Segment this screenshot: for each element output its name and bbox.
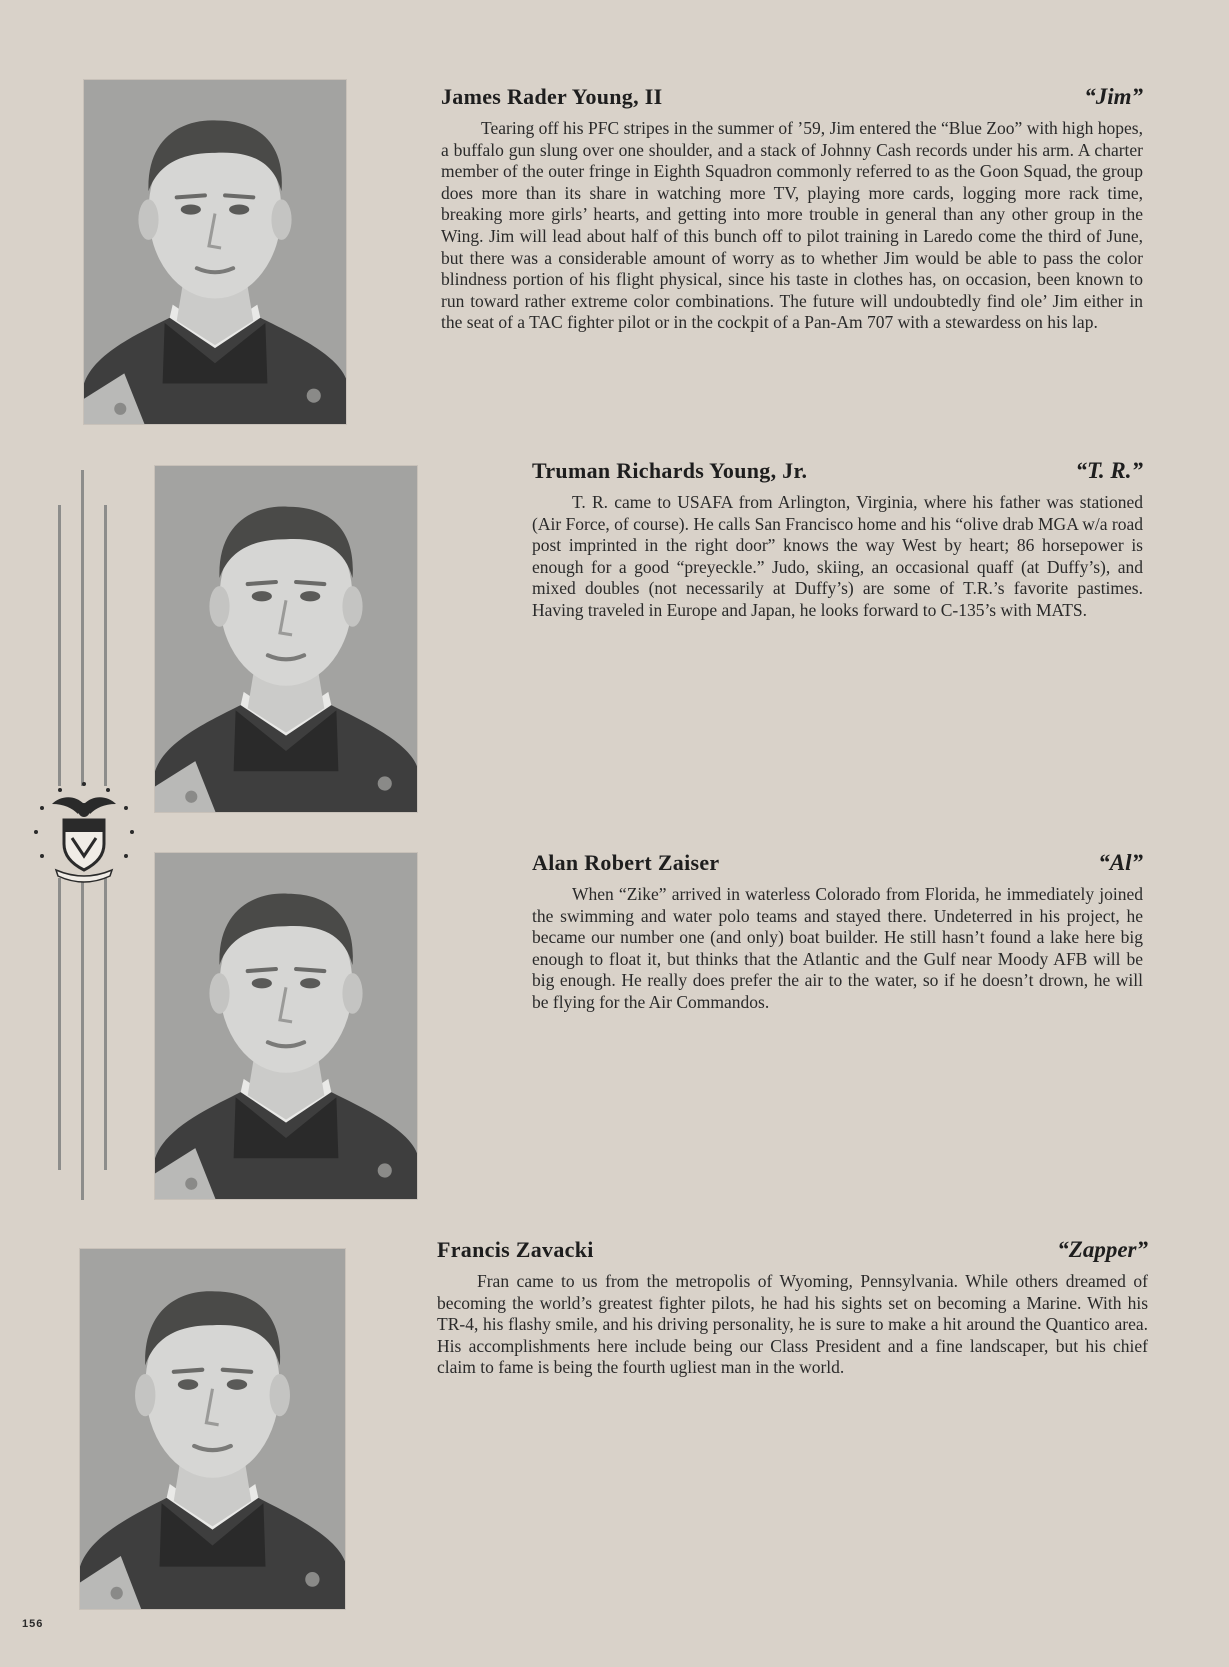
- cadet-portrait-icon: [80, 1249, 345, 1609]
- cadet-bio: Fran came to us from the metropolis of Wyoming, Pennsylvania. While others dreamed of becoming the world’s greatest fighter pilots, he had his sights set on becoming a Marine. With his TR-4, his flashy smile, and his driving personality, he is sure to make a hit around the Quantico area. His accomplishments here include being our Class President and a fine landscaper, but his chief claim to fame is being the fourth ugliest man in the world.: [437, 1271, 1148, 1378]
- cadet-nickname: “Zapper”: [1057, 1237, 1148, 1262]
- cadet-name: Alan Robert Zaiser: [532, 850, 720, 875]
- entry-james-young: [441, 84, 1143, 334]
- portrait-photo-alan-zaiser: [155, 853, 417, 1199]
- cadet-portrait-icon: [155, 466, 417, 812]
- cadet-portrait-icon: [84, 80, 346, 424]
- portrait-photo-james-young: [84, 80, 346, 424]
- cadet-portrait-icon: [155, 853, 417, 1199]
- entry-alan-zaiser: [532, 850, 1143, 1014]
- page-number: 156: [22, 1618, 44, 1630]
- cadet-nickname: “Jim”: [1084, 84, 1143, 109]
- cadet-name: Francis Zavacki: [437, 1237, 594, 1262]
- cadet-name: Truman Richards Young, Jr.: [532, 458, 808, 483]
- portrait-photo-truman-young: [155, 466, 417, 812]
- entry-francis-zavacki: [437, 1237, 1148, 1379]
- portrait-photo-francis-zavacki: [80, 1249, 345, 1609]
- entry-truman-young: [532, 458, 1143, 622]
- cadet-name: James Rader Young, II: [441, 84, 663, 109]
- cadet-bio: Tearing off his PFC stripes in the summer of ’59, Jim entered the “Blue Zoo” with high hopes, a buffalo gun slung over one shoulder, and a stack of Johnny Cash records under his arm. A charter member of the outer fringe in Eighth Squadron commonly referred to as the Goon Squad, the group does more than its share in watching more TV, playing more cards, logging more rack time, breaking more girls’ hearts, and getting into more trouble in general than any other group in the Wing. Jim will lead about half of this bunch off to pilot training in Laredo come the third of June, but there was a considerable amount of worry as to whether Jim would be able to pass the color blindness portion of his flight physical, since his taste in clothes has, on occasion, been known to run toward rather extreme color combinations. The future will undoubtedly find ole’ Jim either in the seat of a TAC fighter pilot or in the cockpit of a Pan-Am 707 with a stewardess on his lap.: [441, 118, 1143, 333]
- air-force-academy-seal-icon: [30, 778, 138, 886]
- cadet-nickname: “T. R.”: [1075, 458, 1143, 483]
- cadet-bio: When “Zike” arrived in waterless Colorado from Florida, he immediately joined the swimming and water polo teams and stayed there. Undeterred in his project, he became our number one (and only) boat builder. He still hasn’t found a lake here big enough to float it, but thinks that the Atlantic and the Gulf near Moody AFB will be big enough. He really does prefer the air to the water, so if he doesn’t drown, he will be flying for the Air Commandos.: [532, 884, 1143, 1012]
- cadet-bio: T. R. came to USAFA from Arlington, Virginia, where his father was stationed (Air Force, of course). He calls San Francisco home and his “olive drab MGA w/a road post imprinted in the right door” knows the way West by heart; 86 horsepower is enough for a good “preyeckle.” Judo, skiing, an occasional quaff (at Duffy’s), and mixed doubles (not necessarily at Duffy’s) are some of T.R.’s favorite pastimes. Having traveled in Europe and Japan, he looks forward to C-135’s with MATS.: [532, 492, 1143, 620]
- cadet-nickname: “Al”: [1098, 850, 1143, 875]
